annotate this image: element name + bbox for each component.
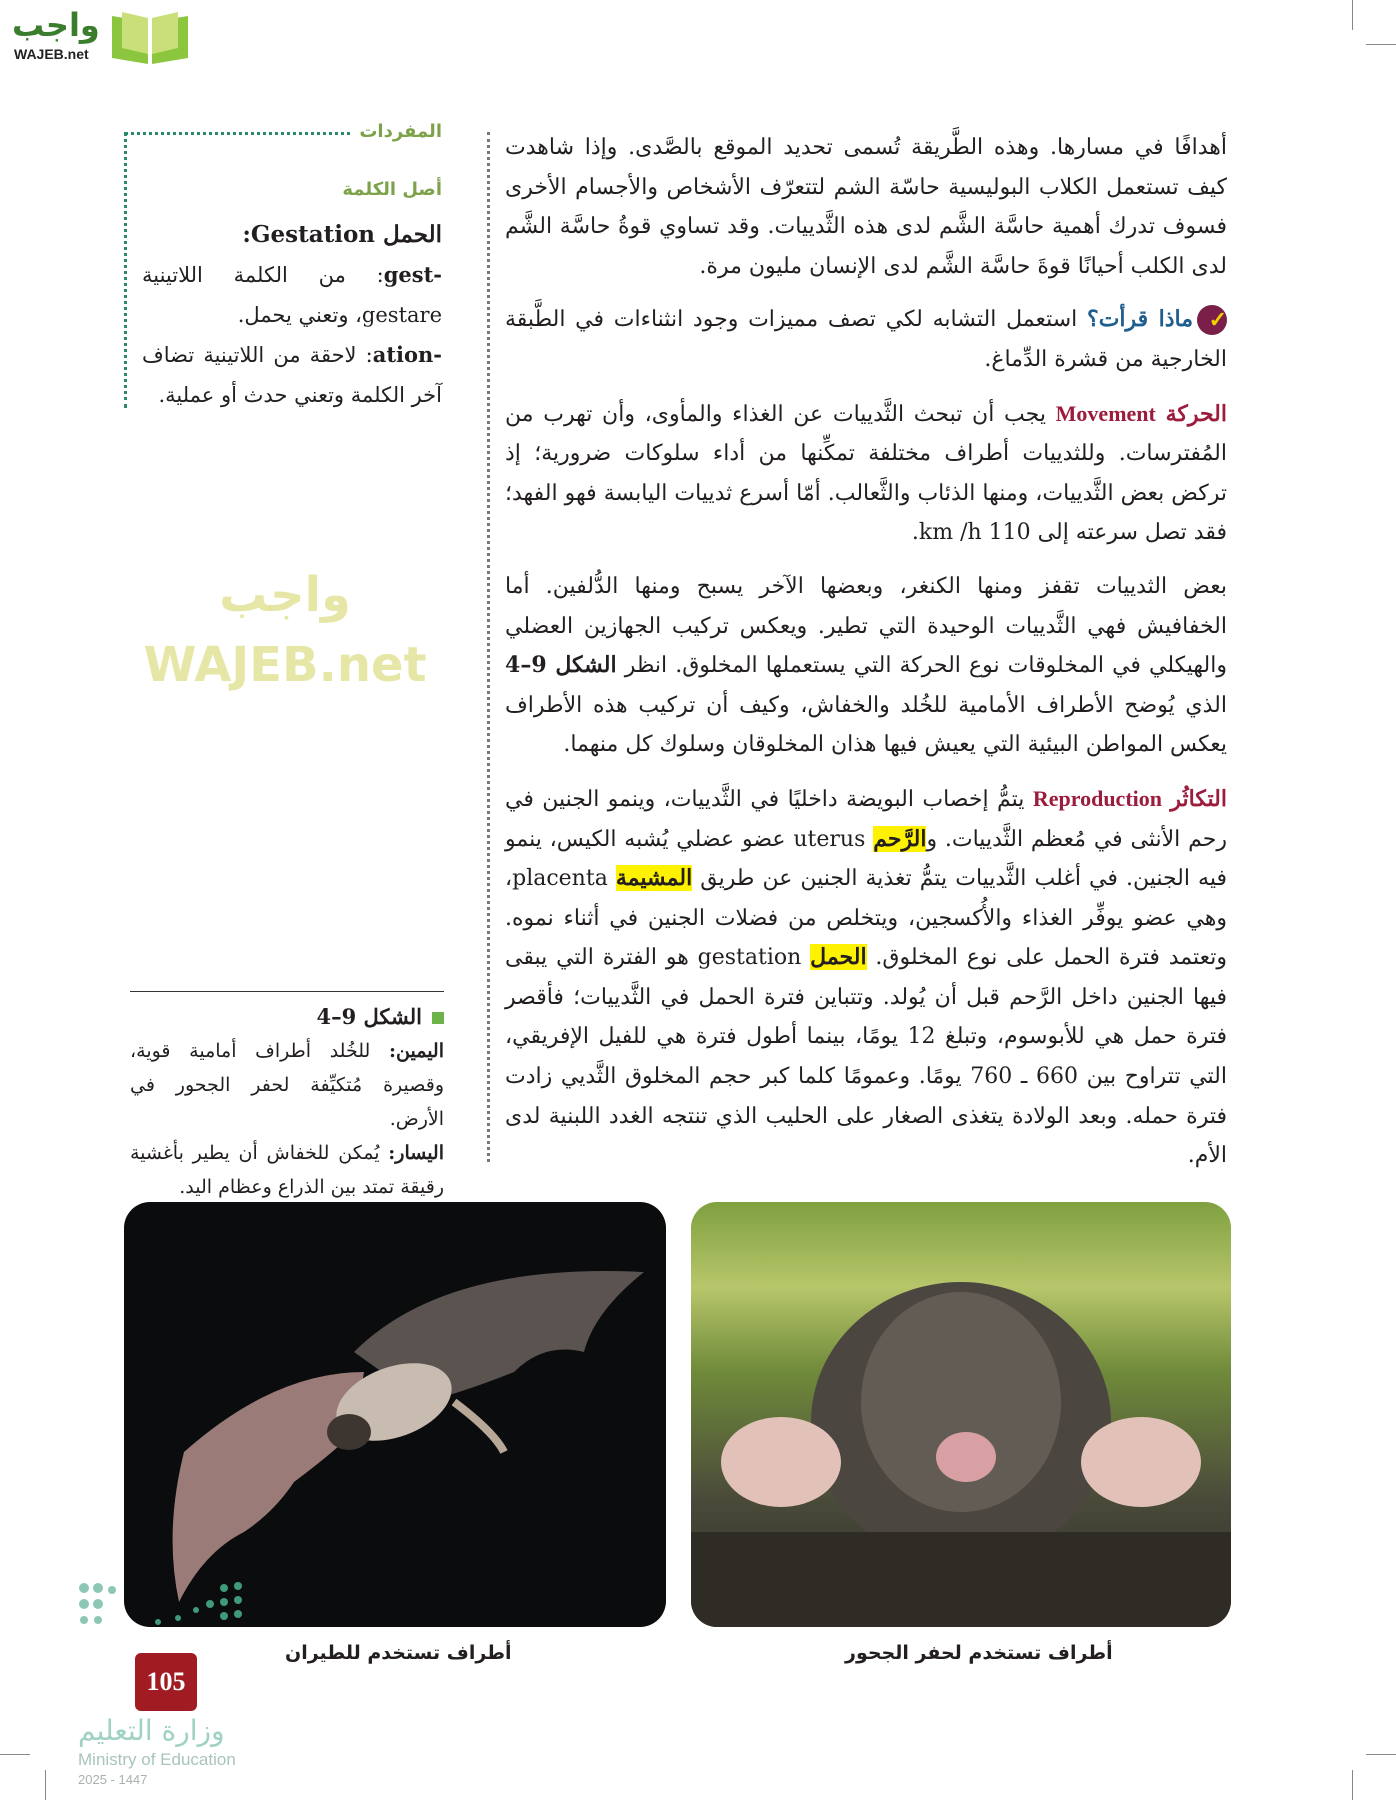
mole-image <box>691 1202 1231 1627</box>
vocabulary-box <box>124 121 442 408</box>
crop-mark <box>1366 44 1396 45</box>
bat-caption: أطراف تستخدم للطيران <box>285 1642 512 1664</box>
vocab-uterus: الرَّحم <box>873 825 927 852</box>
text: يتمُّ إخصاب البويضة داخليًا في الثَّدييات، وينمو الجنين في رحم الأنثى في مُعظم الثَّدييات. و <box>505 786 1227 852</box>
page-number: 105 <box>135 1653 197 1711</box>
text: بعض الثدييات تقفز ومنها الكنغر، وبعضها الآخر يسبح ومنها الدُّلفين. أما الخفافيش فهي الثَّدييات الوحيدة التي تطير. ويعكس تركيب الجهازين العضلي والهيكلي في المخلوقات نوع الحركة التي يستعملها المخلوق. انظر <box>505 573 1227 679</box>
text: : من الكلمة اللاتينية gestare، وتعني يحمل. <box>142 263 442 327</box>
checkmark-icon: ✓ <box>1197 305 1227 335</box>
bat-photo <box>124 1202 666 1627</box>
crop-mark <box>1366 1754 1396 1755</box>
vocab-placenta: المشيمة <box>615 865 693 892</box>
crop-mark <box>1352 0 1353 30</box>
paragraph-reproduction <box>505 779 1227 1176</box>
figure-caption <box>130 1000 444 1204</box>
paragraph-movement <box>505 394 1227 553</box>
main-text <box>505 128 1227 1190</box>
paragraph-smell: أهدافًا في مسارها. وهذه الطَّريقة تُسمى تحديد الموقع بالصَّدى. وإذا شاهدت كيف تستعمل الكلاب البوليسية حاسّة الشم لتتعرّف الأشخاص والأجسام الأخرى فسوف تدرك أهمية حاسَّة الشَّم لدى هذه الثَّدييات. وقد تساوي قوةُ حاسَّة الشَّم لدى الكلب أحيانًا قوةَ حاسَّة الشَّم لدى الإنسان مليون مرة. <box>505 135 1227 279</box>
term-movement-en: Movement <box>1055 400 1156 426</box>
term-movement-ar: الحركة <box>1165 400 1228 426</box>
bullet-square-icon <box>432 1012 444 1024</box>
vocabulary-title: المفردات <box>353 121 442 142</box>
text: اليسار: <box>388 1142 444 1164</box>
reading-check-question: استعمل التشابه لكي تصف مميزات وجود انثناءات في الطَّبقة الخارجية من قشرة الدِّماغ. <box>505 307 1227 372</box>
suffix-ation: -ation <box>372 342 442 367</box>
vocab-gestation: الحمل <box>810 944 867 971</box>
figure-label: الشكل 9–4 <box>316 1004 422 1029</box>
bat-image <box>124 1202 666 1627</box>
reading-check <box>505 300 1227 379</box>
text: placenta، وهي عضو يوفِّر الغذاء والأُكسجين، ويتخلص من فضلات الجنين في أثناء نموه. وتعتمد فترة الحمل على نوع المخلوق. <box>505 866 1227 971</box>
mole-caption: أطراف تستخدم لحفر الجحور <box>845 1642 1113 1664</box>
text: الذي يُوضح الأطراف الأمامية للخُلد والخفاش، وكيف أن تركيب هذه الأطراف يعكس المواطن البيئية التي يعيش فيها هذان المخلوقان وسلوك كل منهما. <box>505 692 1227 758</box>
column-divider <box>487 132 490 1162</box>
ministry-name-ar: وزارة التعليم <box>78 1714 225 1747</box>
mole-photo <box>691 1202 1231 1627</box>
text: : لاحقة من اللاتينية تضاف آخر الكلمة وتعني حدث أو عملية. <box>142 343 442 407</box>
text: gestation هو الفترة التي يبقى فيها الجنين داخل الرَّحم قبل أن يُولد. وتتباين فترة الحمل في الثَّدييات؛ فأقصر فترة حمل هي للأبوسوم، وتبلغ 12 يومًا، بينما أطول فترة هي للفيل الإفريقي، التي تتراوح بين 660 ـ 760 يومًا. وعمومًا كلما كبر حجم المخلوق الثَّديي زادت فترة حمله. وبعد الولادة يتغذى الصغار على الحليب الذي تنتجه الغدد اللبنية لدى الأم. <box>505 945 1228 1169</box>
watermark: واجب WAJEB.net <box>143 567 427 693</box>
prefix-gest: -gest <box>383 262 442 287</box>
wajeb-logo[interactable] <box>8 6 190 66</box>
logo-text-ar: واجب <box>12 6 100 44</box>
text: للخُلد أطراف أمامية قوية، وقصيرة مُتكيِّفة لحفر الجحور في الأرض. <box>130 1040 444 1130</box>
crop-mark <box>45 1770 46 1800</box>
text: uterus عضو عضلي يُشبه الكيس، ينمو فيه الجنين. في أغلب الثَّدييات يتمُّ تغذية الجنين عن طريق <box>505 826 1228 892</box>
term-reproduction-en: Reproduction <box>1032 785 1162 811</box>
ministry-name-en: Ministry of Education <box>78 1750 236 1769</box>
year: 2025 - 1447 <box>78 1772 148 1787</box>
logo-text-en: WAJEB.net <box>14 46 89 62</box>
movement-text: يجب أن تبحث الثَّدييات عن الغذاء والمأوى، وأن تهرب من المُفترسات. وللثدييات أطراف مختلفة تمكِّنها من أداء سلوكات ضرورية؛ إذ تركض بعض الثَّدييات، ومنها الذئاب والثَّعالب. أمّا أسرع ثدييات اليابسة فهو الفهد؛ فقد تصل سرعته إلى 110 km /h. <box>505 401 1227 546</box>
vocab-word: الحمل Gestation: <box>242 221 442 248</box>
caption-divider <box>130 991 444 992</box>
book-icon <box>108 8 192 66</box>
term-reproduction-ar: التكاثُر <box>1170 785 1227 811</box>
crop-mark <box>1352 1770 1353 1800</box>
word-origin-title: أصل الكلمة <box>342 179 442 200</box>
text: يُمكن للخفاش أن يطير بأغشية رقيقة تمتد بين الذراع وعظام اليد. <box>130 1142 444 1198</box>
ministry-dots-logo <box>78 1580 248 1640</box>
text: اليمين: <box>389 1040 444 1062</box>
crop-mark <box>0 1754 30 1755</box>
figure-reference[interactable]: الشكل 9–4 <box>505 652 617 679</box>
reading-check-label: ماذا قرأت؟ <box>1087 306 1194 333</box>
paragraph-locomotion <box>505 567 1227 765</box>
